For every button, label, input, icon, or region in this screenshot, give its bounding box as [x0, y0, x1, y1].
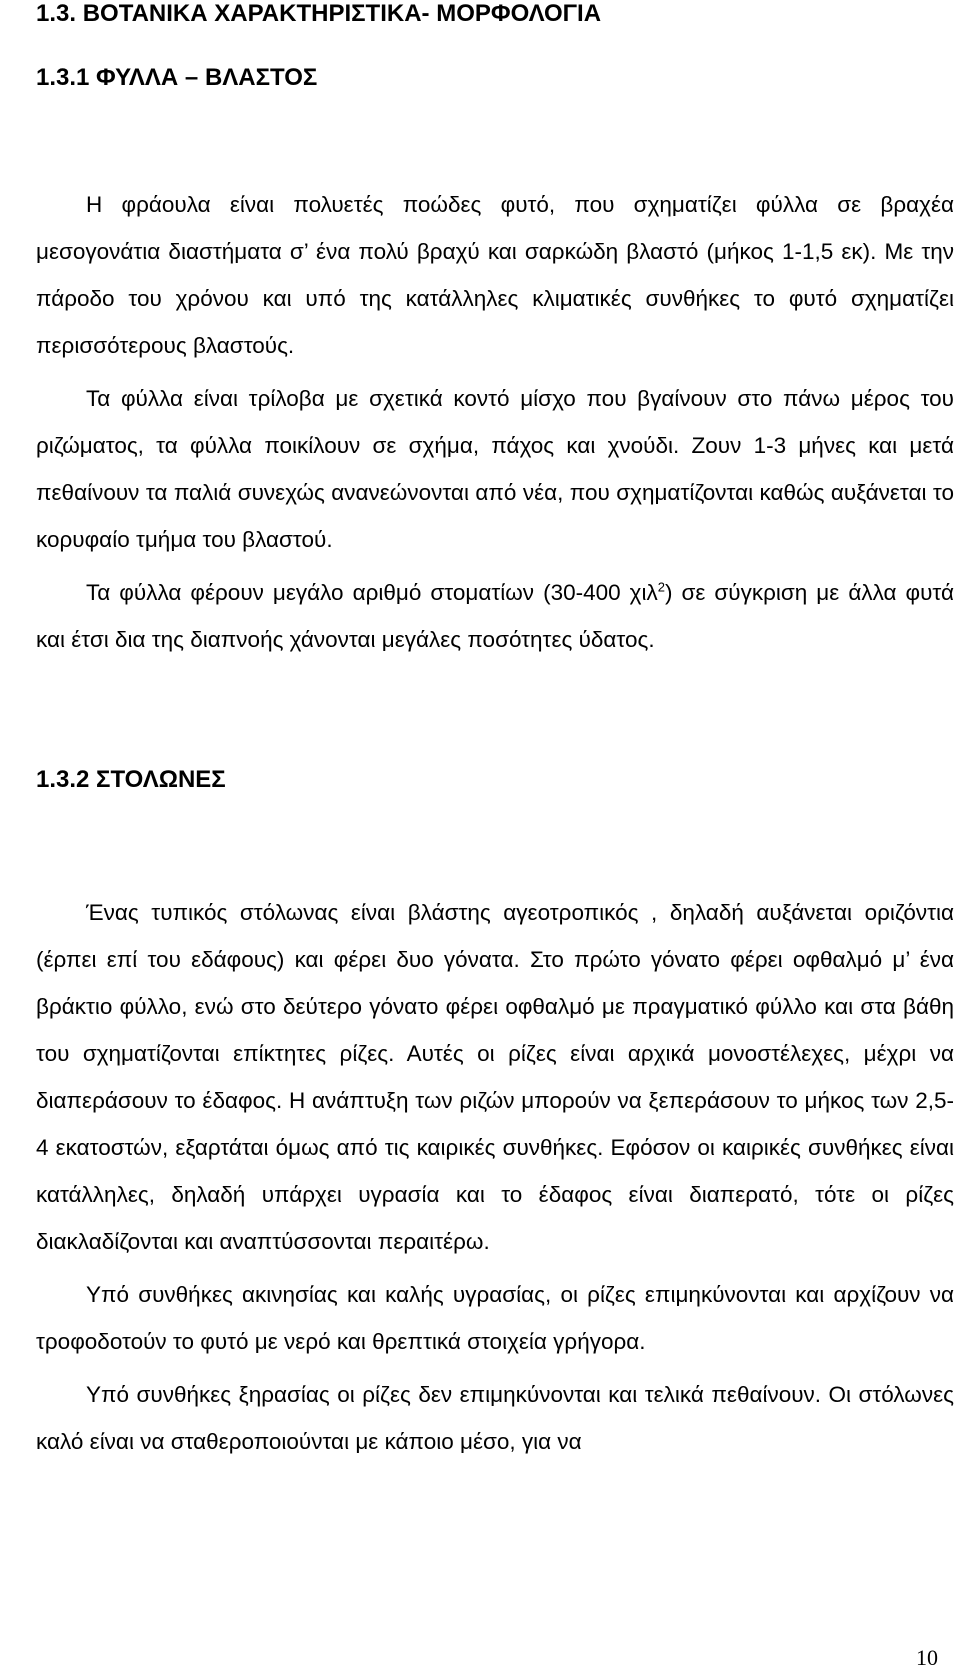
document-page	[36, 0, 954, 1465]
paragraph-humidity-conditions: Υπό συνθήκες ακινησίας και καλής υγρασίας, οι ρίζες επιμηκύνονται και αρχίζουν να τροφοδοτούν το φυτό με νερό και θρεπτικά στοιχεία γρήγορα.	[36, 1282, 954, 1354]
stomata-text-before: Τα φύλλα φέρουν μεγάλο αριθμό στοματίων (30-400 χιλ	[86, 580, 658, 605]
paragraph-plant-description: Η φράουλα είναι πολυετές ποώδες φυτό, που σχηματίζει φύλλα σε βραχέα μεσογονάτια διαστήματα σ’ ένα πολύ βραχύ και σαρκώδη βλαστό (μήκος 1-1,5 εκ). Με την πάροδο του χρόνου και υπό της κατάλληλες κλιματικές συνθήκες το φυτό σχηματίζει περισσότερους βλαστούς.	[36, 192, 954, 358]
paragraph-stolon-description: Ένας τυπικός στόλωνας είναι βλάστης αγεοτροπικός , δηλαδή αυξάνεται οριζόντια (έρπει επί του εδάφους) και φέρει δυο γόνατα. Στο πρώτο γόνατο φέρει οφθαλμό μ’ ένα βράκτιο φύλλο, ενώ στο δεύτερο γόνατο φέρει οφθαλμό με πραγματικό φύλλο και στα βάθη του σχηματίζονται επίκτητες ρίζες. Αυτές οι ρίζες είναι αρχικά μονοστέλεχες, μέχρι να διαπεράσουν το έδαφος. Η ανάπτυξη των ριζών μπορούν να ξεπεράσουν το μήκος των 2,5- 4 εκατοστών, εξαρτάται όμως από τις καιρικές συνθήκες. Εφόσον οι καιρικές συνθήκες είναι κατάλληλες, δηλαδή υπάρχει υγρασία και το έδαφος είναι διαπερατό, τότε οι ρίζες διακλαδίζονται και αναπτύσσονται περαιτέρω.	[36, 900, 954, 1254]
superscript-exponent: 2	[657, 579, 665, 595]
paragraph-leaves: Τα φύλλα είναι τρίλοβα με σχετικά κοντό μίσχο που βγαίνουν στο πάνω μέρος του ριζώματος, τα φύλλα ποικίλουν σε σχήμα, πάχος και χνούδι. Ζουν 1-3 μήνες και μετά πεθαίνουν τα παλιά συνεχώς ανανεώνονται από νέα, που σχηματίζονται καθώς αυξάνεται το κορυφαίο τμήμα του βλαστού.	[36, 386, 954, 552]
stomata-text-after: ) σε σύγκριση με άλλα φυτά και έτσι δια της διαπνοής χάνονται μεγάλες ποσότητες ύδατος.	[36, 580, 954, 652]
subsection-heading-leaves-stem: 1.3.1 ΦΥΛΛΑ – ΒΛΑΣΤΟΣ	[36, 64, 318, 91]
section-heading: 1.3. ΒΟΤΑΝΙΚΑ ΧΑΡΑΚΤΗΡΙΣΤΙΚΑ- ΜΟΡΦΟΛΟΓΙΑ	[36, 0, 602, 27]
paragraph-stomata	[36, 569, 954, 663]
page-number: 10	[916, 1645, 938, 1670]
subsection-heading-stolons: 1.3.2 ΣΤΟΛΩΝΕΣ	[36, 766, 226, 793]
paragraph-drought-conditions: Υπό συνθήκες ξηρασίας οι ρίζες δεν επιμηκύνονται και τελικά πεθαίνουν. Οι στόλωνες καλό είναι να σταθεροποιούνται με κάποιο μέσο, για να	[36, 1382, 954, 1454]
